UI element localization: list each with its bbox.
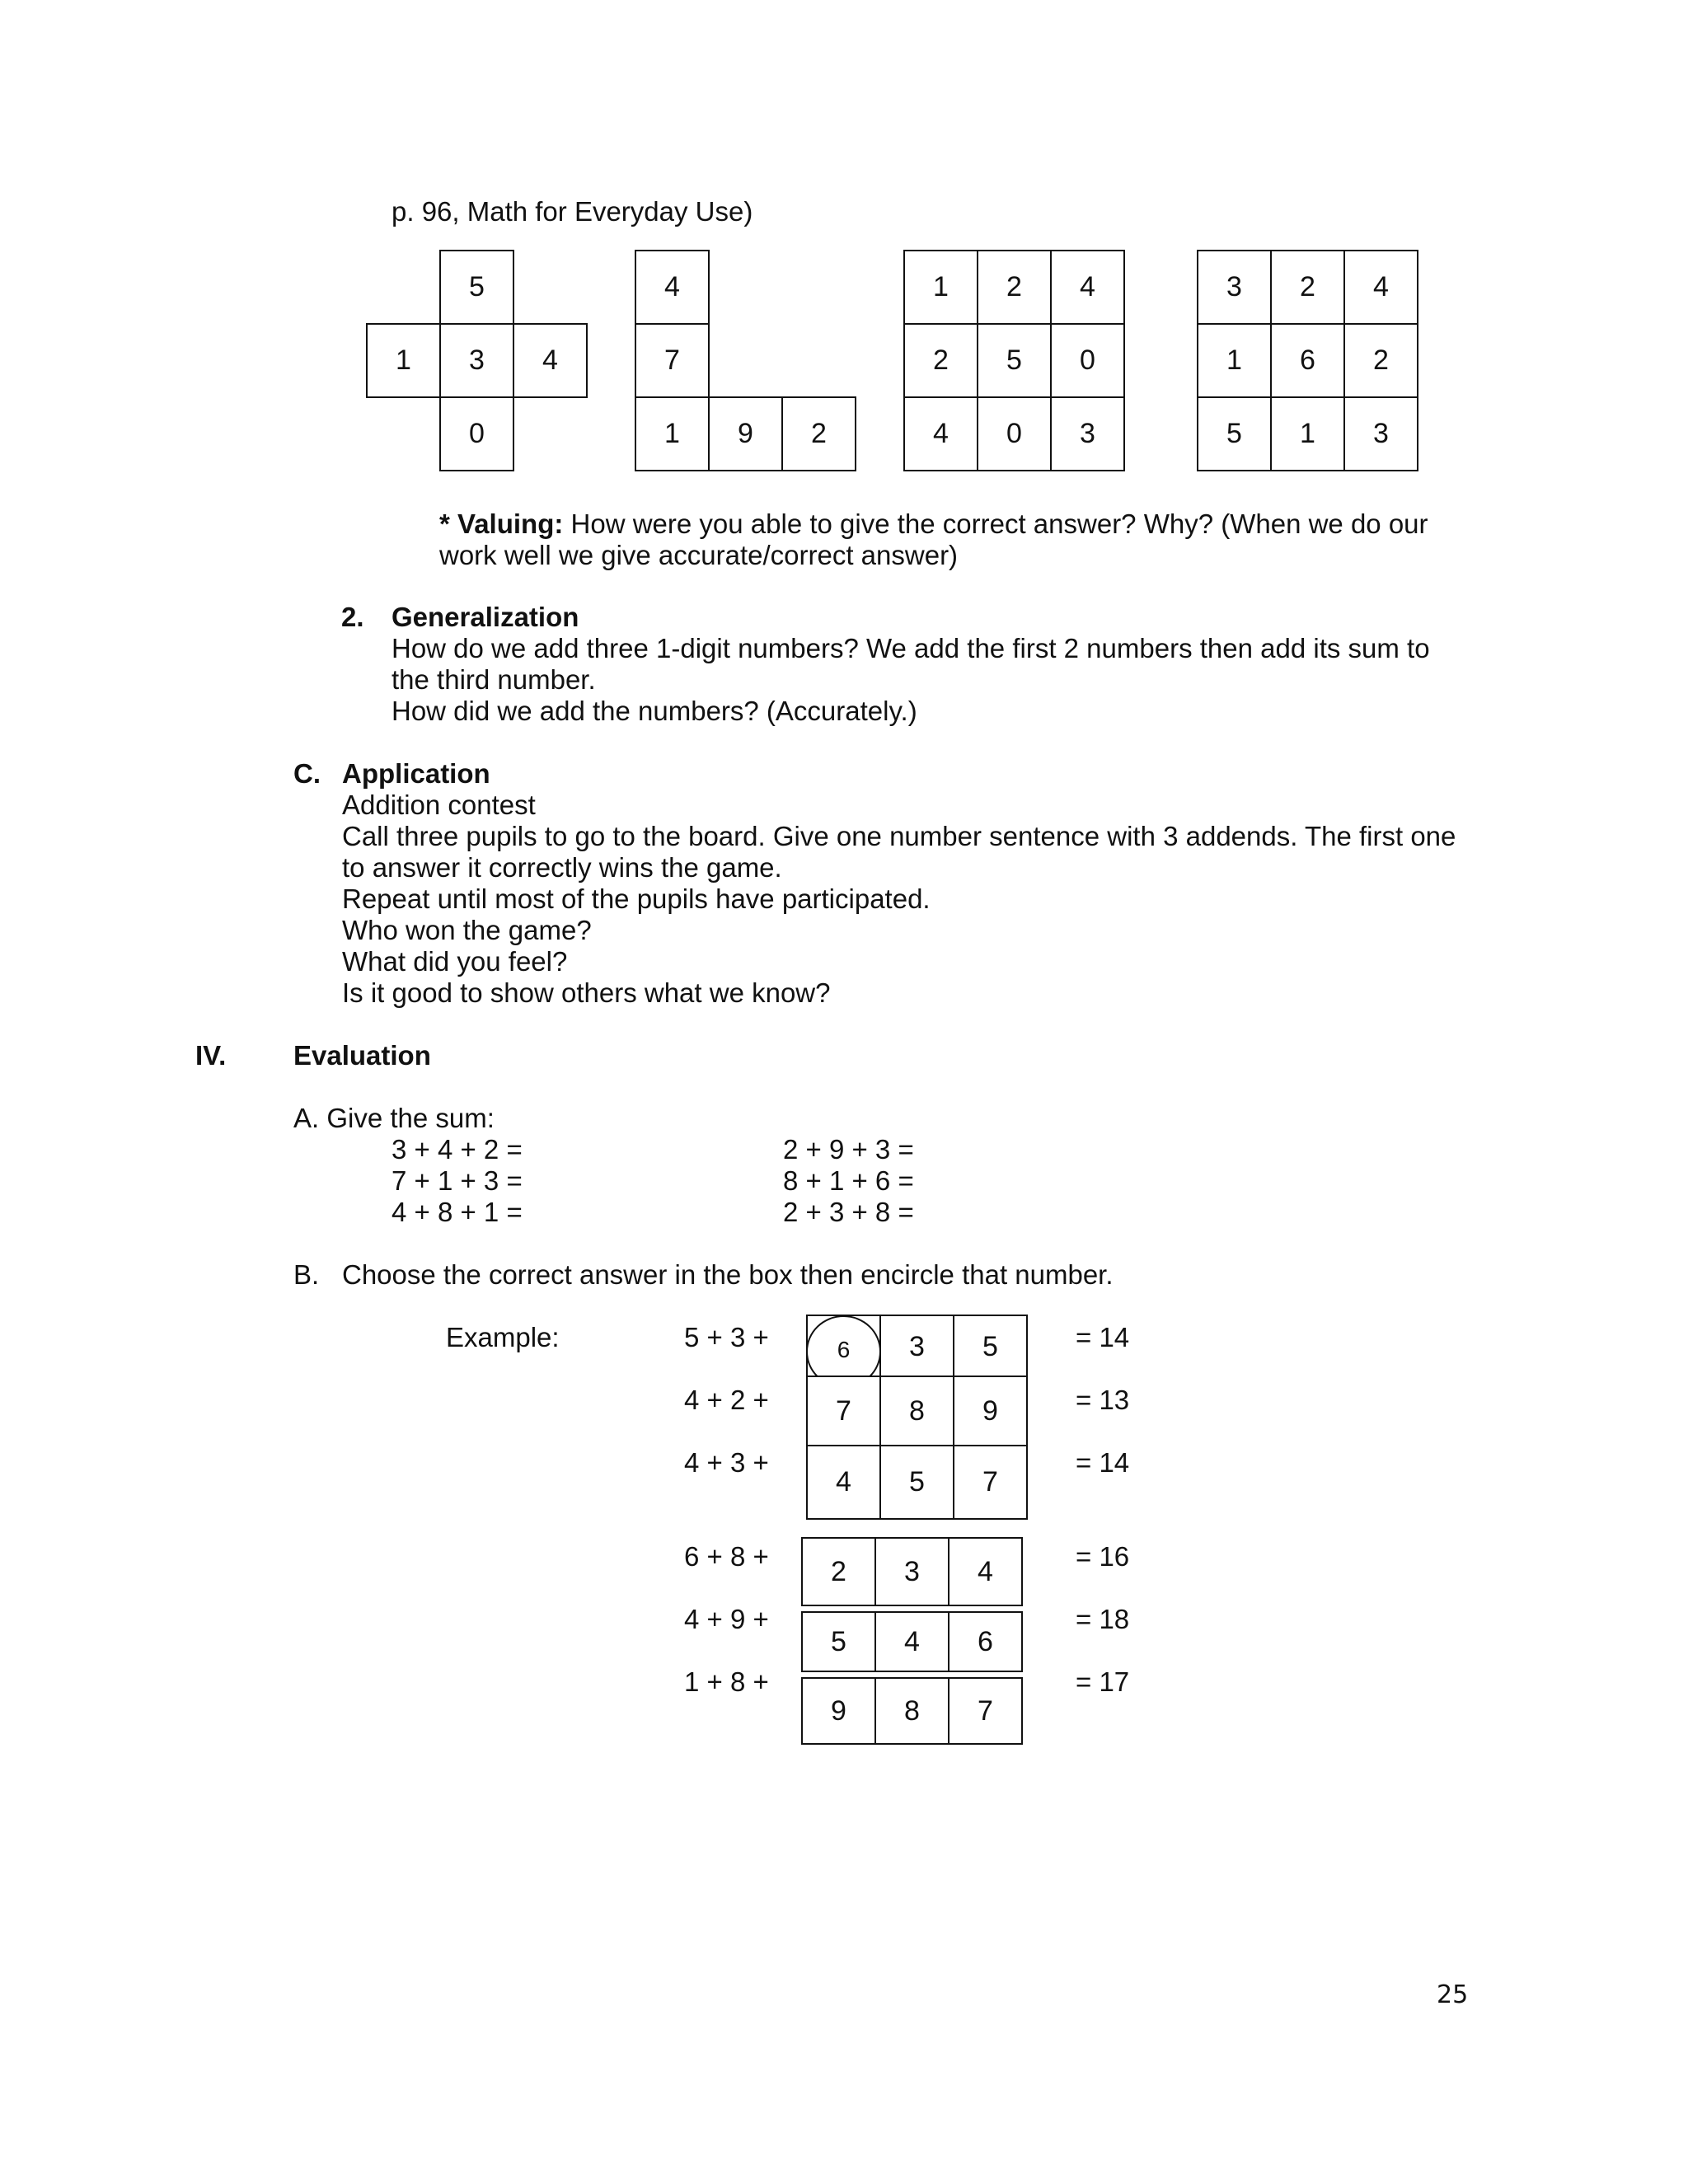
grid-cell: 1	[1270, 396, 1345, 471]
generalization-line-1: How do we add three 1-digit numbers? We add the first 2 numbers then add its sum to	[392, 633, 1430, 663]
grid-cell: 3	[1197, 250, 1272, 325]
choice-value: 6	[837, 1337, 851, 1362]
cross-center-cell: 3	[439, 323, 514, 398]
generalization-number: 2.	[341, 602, 364, 632]
cross-right-cell: 4	[513, 323, 588, 398]
choice-cell[interactable]: 4	[948, 1537, 1023, 1606]
choice-result: = 13	[1076, 1385, 1130, 1415]
choice-cell: 8	[879, 1376, 954, 1446]
valuing-line-1	[439, 509, 1428, 540]
grid-cell: 3	[1050, 396, 1125, 471]
choice-cell: 5	[953, 1315, 1028, 1379]
choice-cell[interactable]: 7	[948, 1677, 1023, 1745]
choice-cell: 7	[953, 1445, 1028, 1520]
choice-result: = 17	[1076, 1666, 1130, 1697]
choice-result: = 14	[1076, 1322, 1130, 1352]
application-letter: C.	[293, 758, 321, 789]
choice-expression: 4 + 3 +	[684, 1447, 769, 1478]
grid-cell: 4	[1050, 250, 1125, 325]
application-line: Is it good to show others what we know?	[342, 977, 831, 1008]
sum-problem: 2 + 3 + 8 =	[783, 1197, 914, 1227]
grid-cell: 0	[977, 396, 1052, 471]
cross-bottom-cell: 0	[439, 396, 514, 471]
source-reference: p. 96, Math for Everyday Use)	[392, 196, 753, 227]
cross-left-cell: 1	[366, 323, 441, 398]
grid-cell: 2	[1270, 250, 1345, 325]
grid-cell: 5	[1197, 396, 1272, 471]
grid-cell: 6	[1270, 323, 1345, 398]
valuing-line-2: work well we give accurate/correct answer)	[439, 540, 959, 570]
l-cell: 7	[635, 323, 710, 398]
page-number: 25	[1437, 1980, 1469, 2009]
sum-problem: 3 + 4 + 2 =	[392, 1134, 523, 1165]
choice-result: = 16	[1076, 1541, 1130, 1572]
l-cell: 2	[781, 396, 856, 471]
application-line: Who won the game?	[342, 915, 592, 945]
grid-cell: 1	[1197, 323, 1272, 398]
choice-cell[interactable]: 6	[948, 1611, 1023, 1672]
grid-cell: 2	[1343, 323, 1418, 398]
application-line: to answer it correctly wins the game.	[342, 852, 782, 883]
grid-cell: 2	[977, 250, 1052, 325]
application-heading: Application	[342, 758, 490, 789]
choice-cell: 7	[806, 1376, 881, 1446]
grid-cell: 0	[1050, 323, 1125, 398]
choice-cell: 9	[953, 1376, 1028, 1446]
choice-result: = 14	[1076, 1447, 1130, 1478]
generalization-line-3: How did we add the numbers? (Accurately.)	[392, 696, 917, 726]
l-cell: 9	[708, 396, 783, 471]
choice-expression: 4 + 9 +	[684, 1604, 769, 1634]
application-line: What did you feel?	[342, 946, 568, 977]
sum-problem: 8 + 1 + 6 =	[783, 1165, 914, 1196]
part-b-instruction: Choose the correct answer in the box then encircle that number.	[342, 1259, 1114, 1290]
part-b-letter: B.	[293, 1259, 320, 1290]
l-cell: 1	[635, 396, 710, 471]
choice-cell[interactable]: 3	[874, 1537, 950, 1606]
choice-cell: 4	[806, 1445, 881, 1520]
grid-cell: 1	[903, 250, 978, 325]
choice-cell[interactable]: 9	[801, 1677, 876, 1745]
sum-problem: 7 + 1 + 3 =	[392, 1165, 523, 1196]
valuing-text: How were you able to give the correct answer? Why? (When we do our	[570, 509, 1428, 539]
evaluation-numeral: IV.	[195, 1040, 227, 1071]
l-cell: 4	[635, 250, 710, 325]
grid-cell: 3	[1343, 396, 1418, 471]
sum-problem: 2 + 9 + 3 =	[783, 1134, 914, 1165]
choice-result: = 18	[1076, 1604, 1130, 1634]
valuing-label: * Valuing:	[439, 509, 564, 539]
grid-cell: 2	[903, 323, 978, 398]
part-a-label: A. Give the sum:	[293, 1103, 495, 1133]
choice-expression: 4 + 2 +	[684, 1385, 769, 1415]
application-line: Addition contest	[342, 790, 536, 820]
sum-problem: 4 + 8 + 1 =	[392, 1197, 523, 1227]
generalization-heading: Generalization	[392, 602, 579, 632]
choice-cell: 5	[879, 1445, 954, 1520]
grid-cell: 4	[1343, 250, 1418, 325]
choice-expression: 5 + 3 +	[684, 1322, 769, 1352]
choice-cell: 3	[879, 1315, 954, 1379]
choice-expression: 1 + 8 +	[684, 1666, 769, 1697]
example-label: Example:	[446, 1322, 560, 1352]
application-line: Call three pupils to go to the board. Give one number sentence with 3 addends. The first one	[342, 821, 1456, 851]
choice-cell[interactable]: 2	[801, 1537, 876, 1606]
choice-cell[interactable]: 8	[874, 1677, 950, 1745]
application-line: Repeat until most of the pupils have participated.	[342, 883, 931, 914]
evaluation-heading: Evaluation	[293, 1040, 431, 1071]
choice-cell[interactable]: 4	[874, 1611, 950, 1672]
cross-top-cell: 5	[439, 250, 514, 325]
choice-cell[interactable]: 5	[801, 1611, 876, 1672]
generalization-line-2: the third number.	[392, 664, 596, 695]
choice-expression: 6 + 8 +	[684, 1541, 769, 1572]
grid-cell: 4	[903, 396, 978, 471]
grid-cell: 5	[977, 323, 1052, 398]
